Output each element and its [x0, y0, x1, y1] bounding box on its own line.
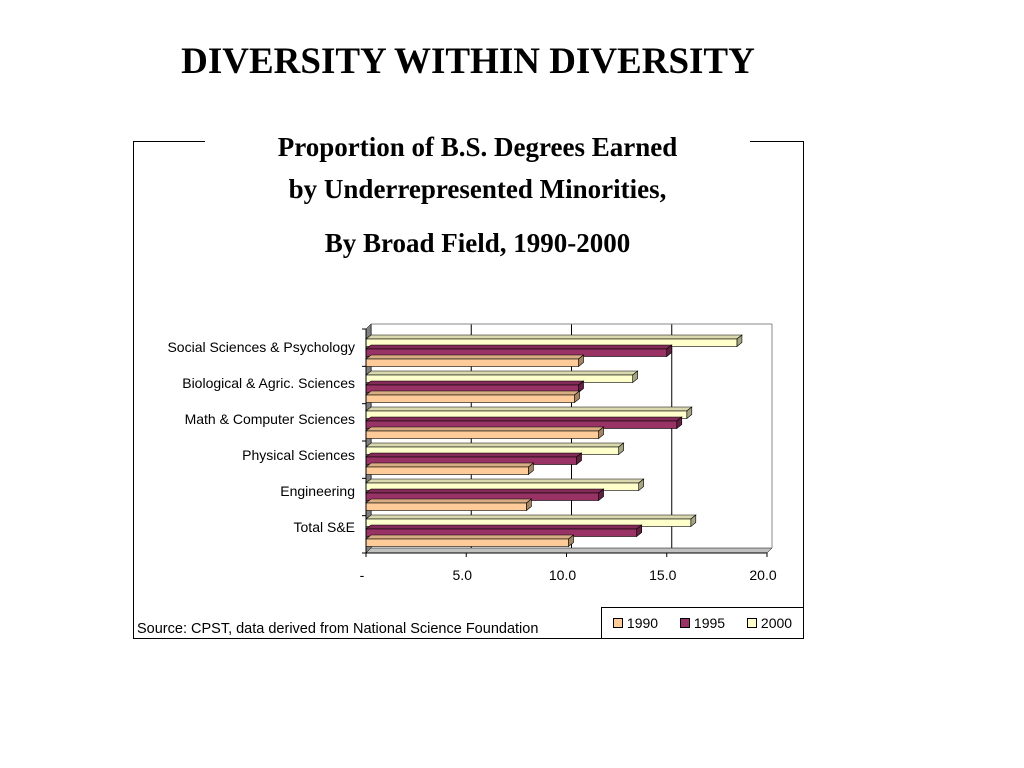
bar-total-s-e-1995-top: [366, 525, 642, 529]
chart-legend: [601, 607, 804, 639]
chart-title-line-1: Proportion of B.S. Degrees Earned: [277, 132, 678, 162]
page-title: DIVERSITY WITHIN DIVERSITY: [181, 41, 755, 82]
bar-physical-sciences-2000-top: [366, 443, 624, 447]
bar-engineering-1990-top: [366, 499, 531, 503]
bar-biological-agric-sciences-2000-top: [366, 371, 638, 375]
bar-biological-agric-sciences-1990-top: [366, 391, 580, 395]
legend-label-1990: 1990: [626, 615, 659, 631]
bar-social-sciences-psychology-1990-top: [366, 355, 584, 359]
bar-physical-sciences-1990: [366, 467, 528, 475]
legend-item-1990: [613, 615, 658, 631]
y-tick-label-physical-sciences: Physical Sciences: [242, 447, 355, 463]
legend-item-2000: [747, 615, 792, 631]
legend-label-2000: 2000: [760, 615, 793, 631]
y-tick-label-social-sciences-psychology: Social Sciences & Psychology: [167, 339, 355, 355]
bar-physical-sciences-1995-top: [366, 453, 582, 457]
bar-engineering-2000-top: [366, 479, 644, 483]
legend-item-1995: [680, 615, 725, 631]
y-tick-label-math-computer-sciences: Math & Computer Sciences: [184, 411, 355, 427]
legend-swatch-1990: [613, 618, 623, 628]
bar-total-s-e-1990-top: [366, 535, 574, 539]
legend-swatch-1995: [680, 618, 690, 628]
bar-math-computer-sciences-1990: [366, 431, 599, 439]
floor: [366, 548, 772, 553]
bar-math-computer-sciences-1995-top: [366, 417, 682, 421]
y-tick-label-biological-agric-sciences: Biological & Agric. Sciences: [182, 375, 355, 391]
x-tick-label-2: 10.0: [548, 567, 577, 583]
bar-math-computer-sciences-2000-top: [366, 407, 692, 411]
legend-label-1995: 1995: [693, 615, 726, 631]
bar-physical-sciences-1990-top: [366, 463, 533, 467]
x-tick-label-1: 5.0: [452, 567, 472, 583]
bar-total-s-e-1990: [366, 539, 569, 547]
chart-subtitle: By Broad Field, 1990-2000: [324, 228, 631, 258]
bar-engineering-1995-top: [366, 489, 604, 493]
bar-biological-agric-sciences-1995-top: [366, 381, 584, 385]
bar-social-sciences-psychology-1990: [366, 359, 579, 367]
x-tick-label-0: -: [359, 567, 365, 583]
bar-engineering-1990: [366, 503, 526, 511]
chart-title-line-2: by Underrepresented Minorities,: [288, 174, 667, 204]
source-note: Source: CPST, data derived from National Science Foundation: [137, 621, 539, 637]
bar-total-s-e-2000-top: [366, 515, 696, 519]
x-tick-label-4: 20.0: [749, 567, 777, 583]
bar-social-sciences-psychology-2000-top: [366, 335, 742, 339]
y-tick-label-total-s-e: Total S&E: [293, 519, 355, 535]
bar-biological-agric-sciences-1990: [366, 395, 575, 403]
bar-math-computer-sciences-1990-top: [366, 427, 604, 431]
y-tick-label-engineering: Engineering: [280, 483, 355, 499]
x-tick-label-3: 15.0: [649, 567, 677, 583]
legend-swatch-2000: [747, 618, 757, 628]
bar-social-sciences-psychology-1995-top: [366, 345, 672, 349]
